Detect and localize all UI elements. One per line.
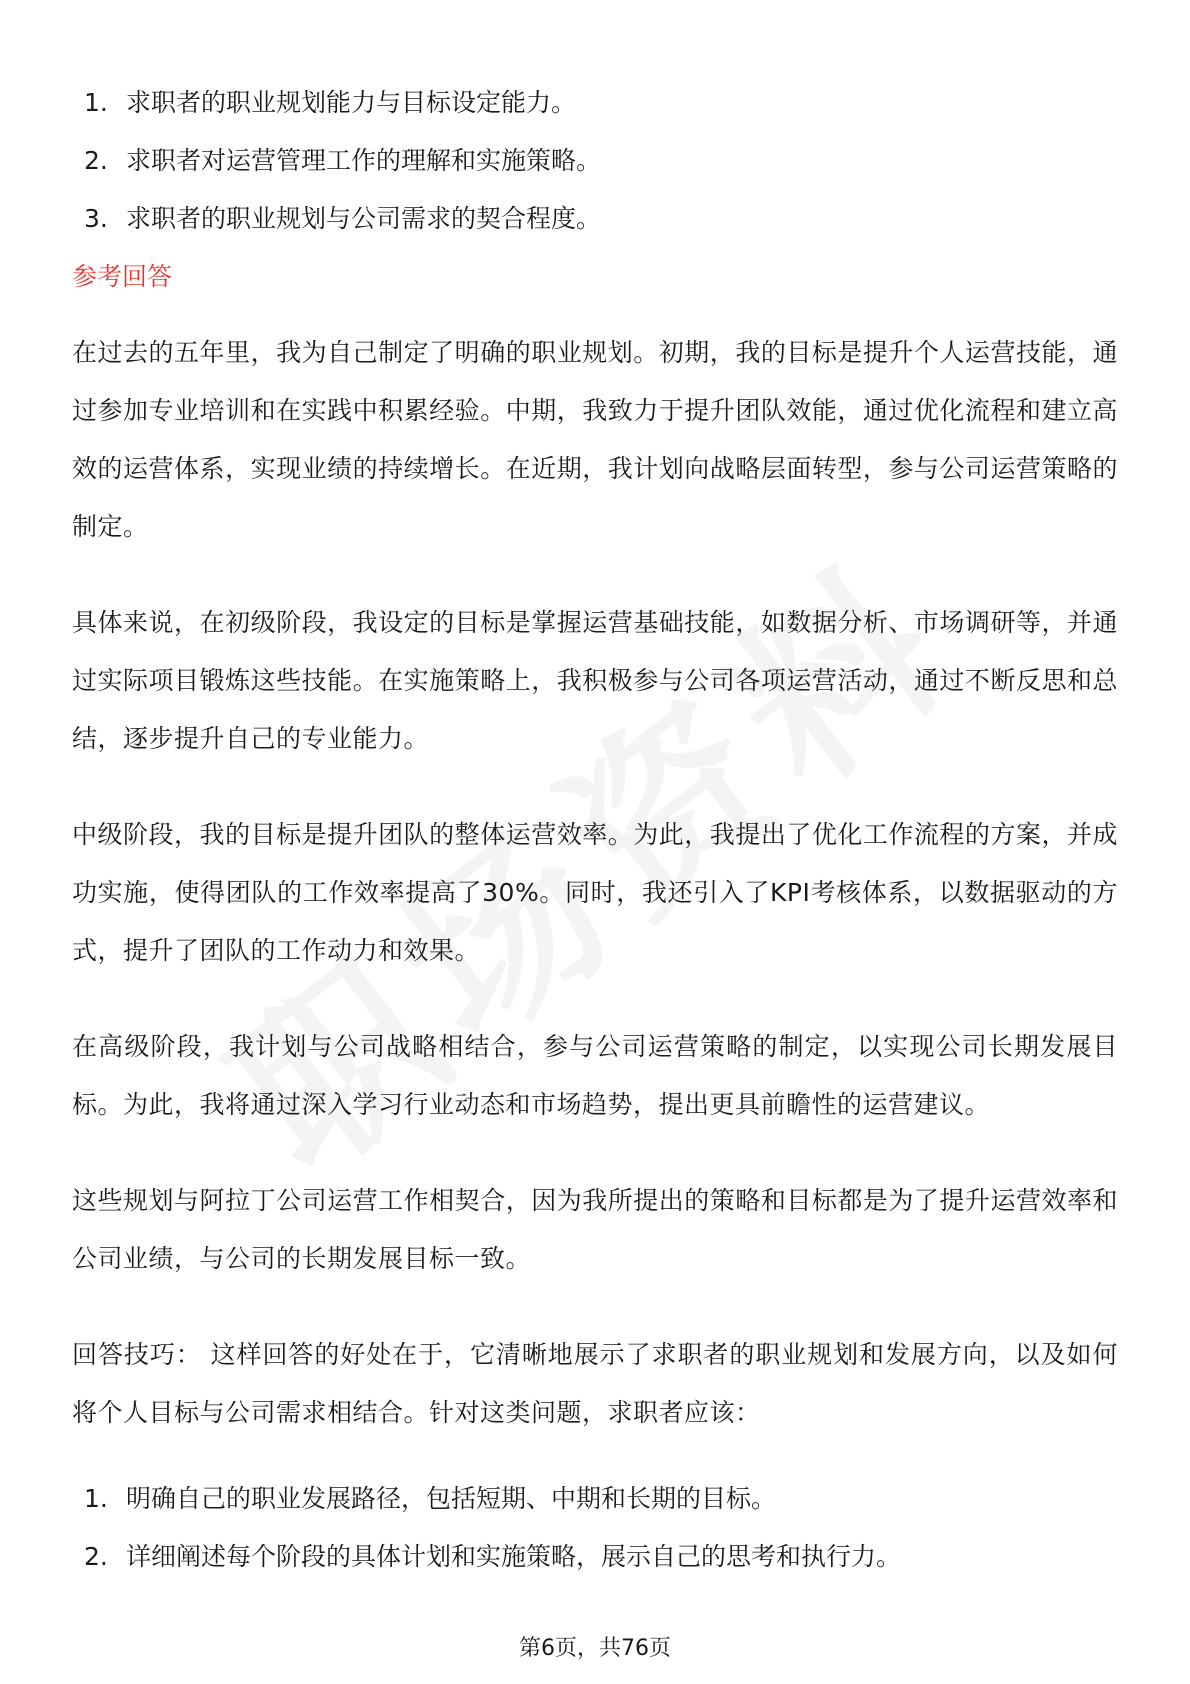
tips-list [72, 1480, 1118, 1576]
list-item [72, 84, 1118, 122]
list-item-text: 求职者对运营管理工作的理解和实施策略。 [126, 146, 602, 175]
list-item-number: 2. [84, 1542, 108, 1571]
answer-paragraph: 具体来说，在初级阶段，我设定的目标是掌握运营基础技能，如数据分析、市场调研等，并通过实际项目锻炼这些技能。在实施策略上，我积极参与公司各项运营活动，通过不断反思和总结，逐步提升自己的专业能力。 [72, 608, 1118, 753]
list-item [72, 142, 1118, 180]
list-item-text: 明确自己的职业发展路径，包括短期、中期和长期的目标。 [126, 1484, 777, 1513]
answer-paragraph: 在过去的五年里，我为自己制定了明确的职业规划。初期，我的目标是提升个人运营技能，通过参加专业培训和在实践中积累经验。中期，我致力于提升团队效能，通过优化流程和建立高效的运营体系，实现业绩的持续增长。在近期，我计划向战略层面转型，参与公司运营策略的制定。 [72, 338, 1118, 541]
list-item-number: 3. [84, 204, 108, 233]
list-item [72, 1480, 1118, 1518]
tips-paragraph: 回答技巧： 这样回答的好处在于，它清晰地展示了求职者的职业规划和发展方向，以及如何将个人目标与公司需求相结合。针对这类问题，求职者应该： [72, 1340, 1118, 1427]
list-item [72, 1538, 1118, 1576]
list-item-number: 1. [84, 88, 108, 117]
list-item-number: 1. [84, 1484, 108, 1513]
list-item-text: 求职者的职业规划与公司需求的契合程度。 [126, 204, 602, 233]
list-item-text: 详细阐述每个阶段的具体计划和实施策略，展示自己的思考和执行力。 [126, 1542, 902, 1571]
criteria-list [72, 84, 1118, 238]
answer-paragraph: 在高级阶段，我计划与公司战略相结合，参与公司运营策略的制定，以实现公司长期发展目标。为此，我将通过深入学习行业动态和市场趋势，提出更具前瞻性的运营建议。 [72, 1032, 1118, 1119]
answer-paragraph: 中级阶段，我的目标是提升团队的整体运营效率。为此，我提出了优化工作流程的方案，并成功实施，使得团队的工作效率提高了30%。同时，我还引入了KPI考核体系，以数据驱动的方式，提升了团队的工作动力和效果。 [72, 820, 1118, 965]
page-number-footer: 第6页，共76页 [519, 1636, 671, 1661]
answer-paragraph: 这些规划与阿拉丁公司运营工作相契合，因为我所提出的策略和目标都是为了提升运营效率和公司业绩，与公司的长期发展目标一致。 [72, 1186, 1118, 1273]
list-item [72, 200, 1118, 238]
list-item-text: 求职者的职业规划能力与目标设定能力。 [126, 88, 577, 117]
list-item-number: 2. [84, 146, 108, 175]
section-title: 参考回答 [72, 262, 173, 291]
page-content [72, 84, 1118, 1596]
